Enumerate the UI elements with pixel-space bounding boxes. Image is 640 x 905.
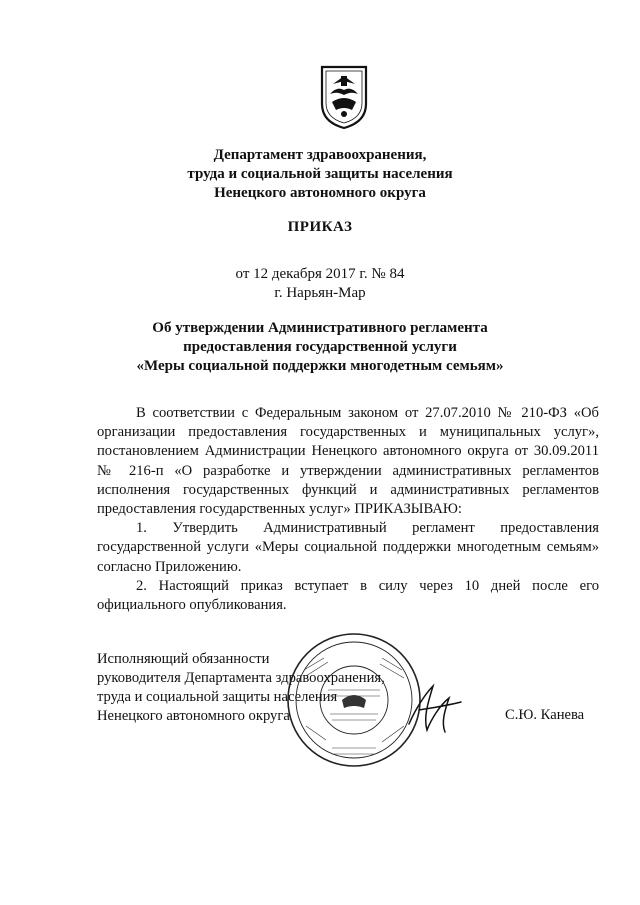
coat-of-arms-icon	[319, 64, 369, 130]
order-heading: ПРИКАЗ	[287, 219, 353, 235]
order-date: от 12 декабря 2017 г. № 84	[235, 266, 405, 282]
preamble-paragraph: В соответствии с Федеральным законом от 27.07.2010 № 210-ФЗ «Об организации предоставления государственных и муниципальных услуг», постановлением Администрации Ненецкого автономного округа от 30.09.2011 № 216-п «О разработке и утверждении административных регламентов исполнения государственных функций и административных регламентов предоставления государственных услуг» ПРИКАЗЫВАЮ:	[97, 405, 599, 518]
order-body	[97, 404, 599, 615]
official-seal-stamp	[284, 630, 424, 770]
department-line: труда и социальной защиты населения	[187, 166, 453, 182]
department-line: Ненецкого автономного округа	[214, 185, 426, 201]
order-place: г. Нарьян-Мар	[274, 285, 366, 301]
signature-line: Ненецкого автономного округа	[97, 708, 290, 724]
title-line: «Меры социальной поддержки многодетным семьям»	[136, 358, 504, 374]
title-line: Об утверждении Административного регламента	[152, 320, 488, 336]
title-line: предоставления государственной услуги	[183, 339, 457, 355]
order-item-1: 1. Утвердить Административный регламент предоставления государственной услуги «Меры социальной поддержки многодетным семьям» согласно Приложению.	[97, 520, 599, 575]
signature-line: труда и социальной защиты населения	[97, 689, 338, 705]
order-title	[0, 319, 640, 376]
order-item-2: 2. Настоящий приказ вступает в силу через 10 дней после его официального опубликования.	[97, 577, 599, 614]
signature-line: Исполняющий обязанности	[97, 651, 270, 667]
order-date-place	[0, 265, 640, 303]
department-line: Департамент здравоохранения,	[213, 147, 427, 163]
handwritten-signature	[405, 680, 465, 738]
department-name	[0, 146, 640, 203]
signature-line: руководителя Департамента здравоохранения,	[97, 670, 385, 686]
signer-name: С.Ю. Канева	[505, 707, 585, 723]
